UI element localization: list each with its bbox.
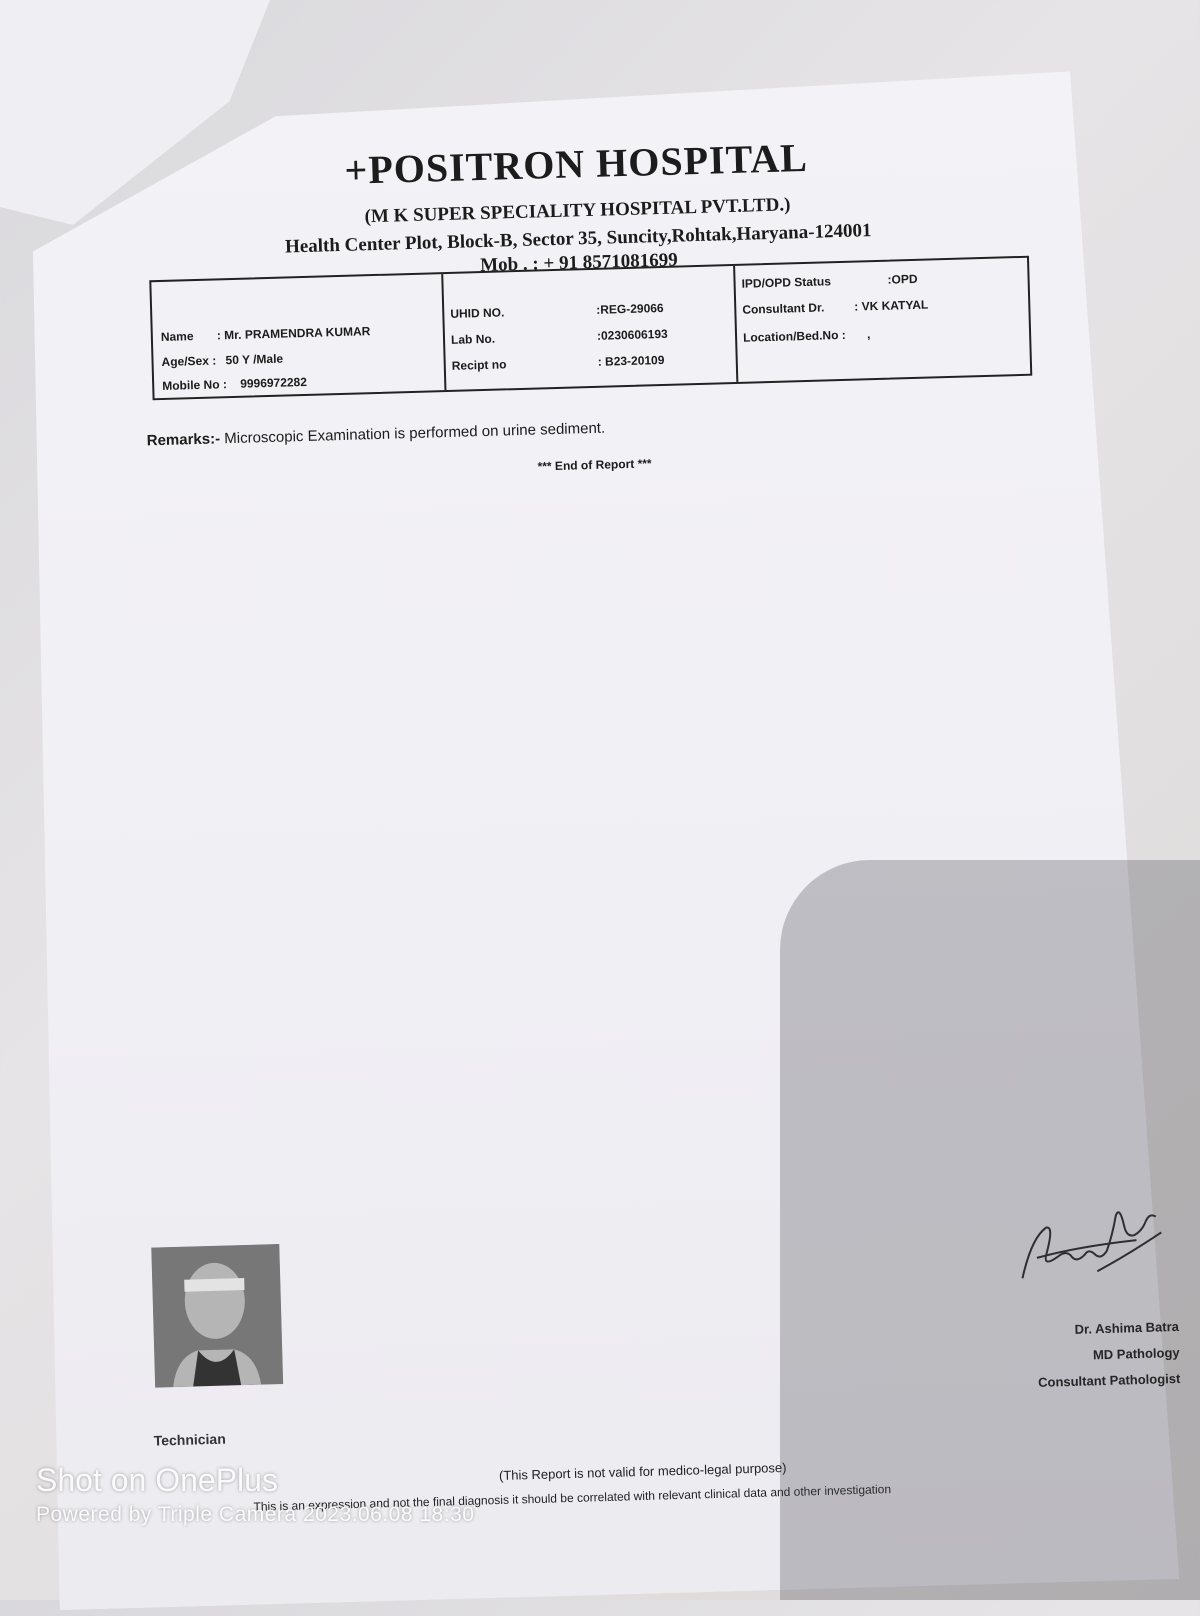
uhid-label: UHID NO. — [450, 305, 505, 321]
location-bed-value: , — [866, 327, 871, 342]
receipt-no-label: Recipt no — [451, 357, 507, 373]
technician-label: Technician — [153, 1430, 226, 1449]
lab-no-label: Lab No. — [450, 331, 496, 347]
remarks-text: Microscopic Examination is performed on urine sediment. — [224, 419, 606, 448]
lab-no-row — [451, 322, 729, 350]
watermark-brand: Shot on OnePlus — [36, 1462, 278, 1498]
consultant-value: : VK KATYAL — [854, 297, 929, 314]
end-of-report: *** End of Report *** — [537, 456, 652, 474]
consultant-label: Consultant Dr. — [742, 300, 825, 317]
hospital-title: +POSITRON HOSPITAL — [343, 134, 809, 193]
camera-watermark — [36, 1462, 474, 1527]
patient-mobile-label: Mobile No : — [162, 377, 228, 393]
patient-age-sex-label: Age/Sex : — [161, 353, 217, 369]
consultant-row — [742, 292, 1022, 320]
ipd-opd-status-value: :OPD — [887, 271, 918, 287]
patient-info-table — [149, 256, 1032, 401]
patient-age-sex-row — [161, 344, 437, 372]
patient-info-column-2 — [441, 266, 738, 390]
footer-note: This is an expression and not the final diagnosis it should be correlated with relevant clinical data and other investigation — [253, 1482, 892, 1514]
location-bed-row — [743, 320, 1023, 348]
uhid-row — [450, 296, 728, 324]
receipt-no-row — [452, 348, 730, 376]
remarks-label: Remarks:- — [146, 430, 221, 450]
patient-info-column-1 — [151, 274, 446, 398]
ipd-opd-status-row — [741, 266, 1021, 294]
patient-name-value: : Mr. PRAMENDRA KUMAR — [216, 324, 371, 343]
patient-name-row — [161, 319, 437, 347]
footer-disclaimer: (This Report is not valid for medico-legal purpose) — [498, 1459, 787, 1483]
hospital-subtitle: (M K SUPER SPECIALITY HOSPITAL PVT.LTD.) — [364, 194, 791, 228]
location-bed-label: Location/Bed.No : — [742, 327, 846, 345]
doctor-role: Consultant Pathologist — [1037, 1370, 1181, 1390]
hand-shadow — [780, 860, 1200, 1600]
patient-age-sex-value: 50 Y /Male — [225, 351, 284, 368]
patient-name-label: Name — [160, 329, 194, 344]
uhid-value: :REG-29066 — [596, 300, 664, 317]
receipt-no-value: : B23-20109 — [597, 352, 665, 369]
patient-info-column-3 — [733, 258, 1030, 382]
lab-no-value: :0230606193 — [596, 326, 668, 343]
technician-photo-placeholder-icon — [151, 1244, 283, 1388]
patient-mobile-row — [162, 368, 438, 396]
doctor-name: Dr. Ashima Batra — [1074, 1318, 1180, 1337]
hospital-mobile: Mob . : + 91 8571081699 — [479, 249, 679, 277]
hospital-address: Health Center Plot, Block-B, Sector 35, Suncity,Rohtak,Haryana-124001 — [284, 220, 872, 258]
remarks — [147, 420, 606, 450]
watermark-details: Powered by Triple Camera 2023.06.08 18:30 — [36, 1503, 475, 1526]
doctor-degree: MD Pathology — [1092, 1344, 1180, 1363]
patient-mobile-value: 9996972282 — [240, 374, 308, 391]
ipd-opd-status-label: IPD/OPD Status — [741, 274, 832, 291]
